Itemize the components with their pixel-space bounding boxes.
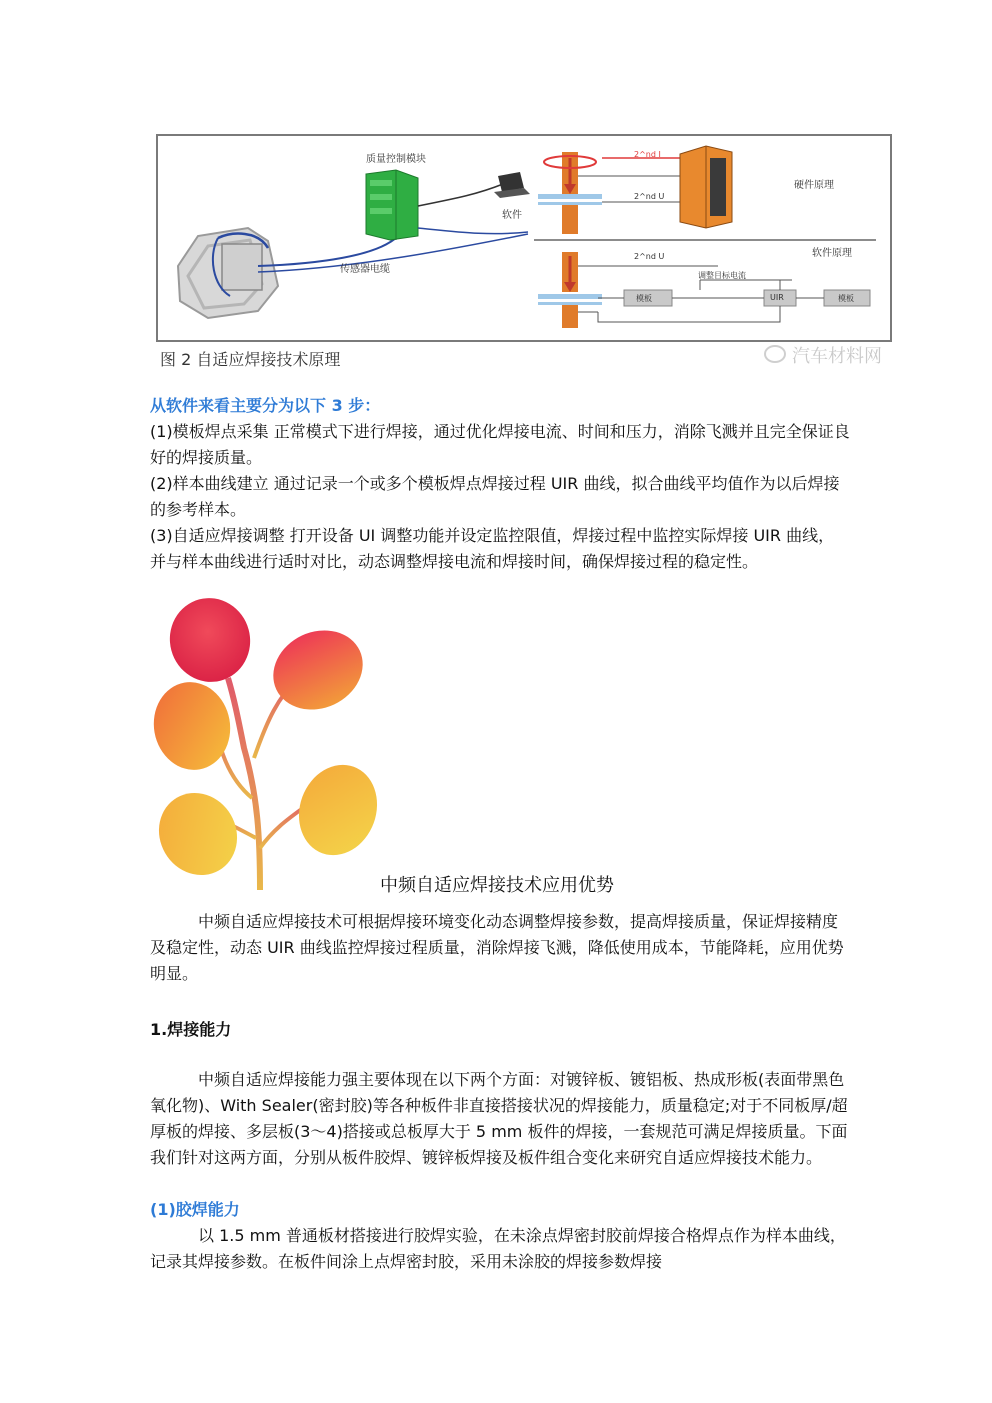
decorative-leaf-image (148, 598, 384, 890)
label-template: 模板 (636, 294, 652, 303)
step-3: (3)自适应焊接调整 打开设备 UI 调整功能并设定监控限值，焊接过程中监控实际焊接 UIR 曲线，并与样本曲线进行适时对比，动态调整焊接电流和焊接时间，确保焊接过程的稳定性。 (150, 526, 835, 571)
software-principle-diagram (538, 252, 870, 328)
label-software: 软件 (502, 210, 522, 221)
glue-welding-paragraph: 以 1.5 mm 普通板材搭接进行胶焊实验，在未涂点焊密封胶前焊接合格焊点作为样本曲线，记录其焊接参数。在板件间涂上点焊密封胶，采用未涂胶的焊接参数焊接 (150, 1226, 846, 1271)
quality-control-module (366, 170, 418, 240)
figure-2-caption: 图 2 自适应焊接技术原理 (160, 350, 341, 369)
watermark (764, 342, 882, 368)
label-2nd-u-lower: 2^nd U (634, 252, 665, 261)
label-2nd-i: 2^nd I (634, 150, 661, 159)
software-steps-heading: 从软件来看主要分为以下 3 步： (150, 396, 381, 415)
label-uir: UIR (770, 293, 784, 302)
label-sensor-cable: 传感器电缆 (340, 264, 390, 275)
label-quality-module: 质量控制模块 (366, 154, 426, 165)
label-target-current: 调整目标电流 (698, 271, 746, 280)
advantage-title: 中频自适应焊接技术应用优势 (380, 875, 614, 896)
figure-2 (156, 134, 894, 378)
figure-2-frame (156, 134, 892, 342)
hardware-principle-diagram (538, 146, 732, 234)
section-1-heading: 1.焊接能力 (150, 1020, 232, 1039)
welding-gun-illustration (178, 228, 278, 318)
label-model: 模板 (838, 294, 854, 303)
label-hardware-principle: 硬件原理 (794, 180, 834, 191)
adaptive-welding-diagram (158, 136, 890, 340)
glue-welding-heading: (1)胶焊能力 (150, 1200, 240, 1219)
step-1: (1)模板焊点采集 正常模式下进行焊接，通过优化焊接电流、时间和压力，消除飞溅并且完全保证良好的焊接质量。 (150, 422, 850, 467)
label-software-principle: 软件原理 (812, 248, 852, 259)
advantage-paragraph: 中频自适应焊接技术可根据焊接环境变化动态调整焊接参数，提高焊接质量，保证焊接精度及稳定性，动态 UIR 曲线监控焊接过程质量，消除焊接飞溅，降低使用成本，节能降耗，应用优势明显。 (150, 912, 844, 983)
watermark-text: 汽车材料网 (792, 346, 882, 367)
section-1-paragraph: 中频自适应焊接能力强主要体现在以下两个方面：对镀锌板、镀铝板、热成形板(表面带黑色氧化物)、With Sealer(密封胶)等各种板件非直接搭接状况的焊接能力，质量稳定;对于不同板厚/超厚板的焊接、多层板(3～4)搭接或总板厚大于 5 mm 板件的焊接，一套规范可满足焊接质量。下面我们针对这两方面，分别从板件胶焊、镀锌板焊接及板件组合变化来研究自适应焊接技术能力。 (150, 1070, 848, 1167)
label-2nd-u: 2^nd U (634, 192, 665, 201)
wechat-icon (764, 345, 786, 363)
step-2: (2)样本曲线建立 通过记录一个或多个模板焊点焊接过程 UIR 曲线，拟合曲线平均值作为以后焊接的参考样本。 (150, 474, 840, 519)
